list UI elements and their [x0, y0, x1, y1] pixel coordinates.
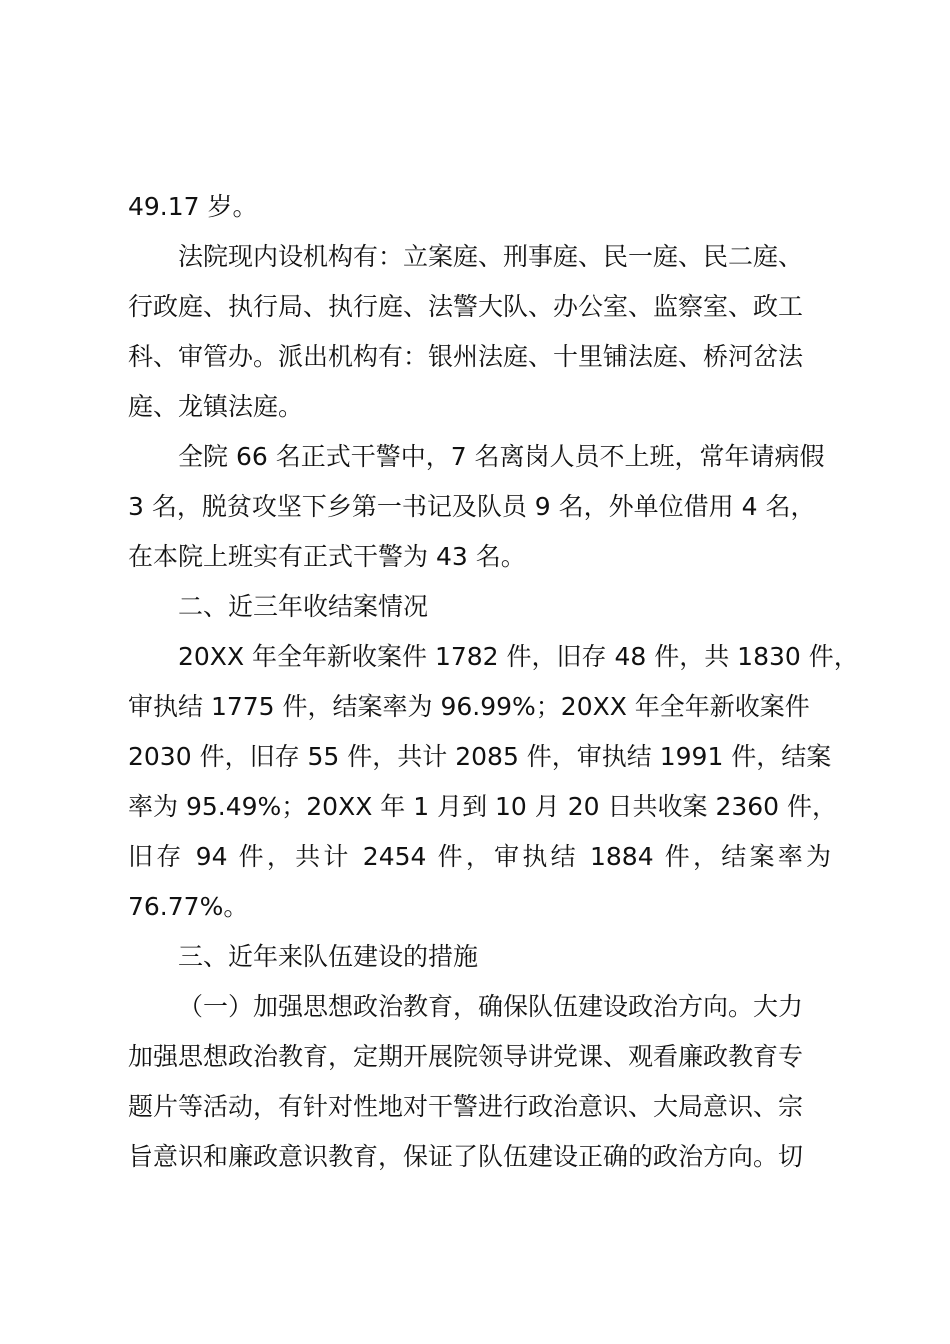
text-line: 科、审管办。派出机构有：银州法庭、十里铺法庭、桥河岔法: [128, 342, 804, 371]
text-line: 2030 件，旧存 55 件，共计 2085 件，审执结 1991 件，结案: [128, 742, 832, 771]
text-line: 旨意识和廉政意识教育，保证了队伍建设正确的政治方向。切: [128, 1142, 804, 1171]
text-line: 3 名，脱贫攻坚下乡第一书记及队员 9 名，外单位借用 4 名，: [128, 492, 816, 521]
text-line: 题片等活动，有针对性地对干警进行政治意识、大局意识、宗: [128, 1092, 804, 1121]
section-heading: 三、近年来队伍建设的措施: [178, 942, 479, 971]
text-line: 审执结 1775 件，结案率为 96.99%；20XX 年全年新收案件: [128, 692, 810, 721]
text-line: 旧存 94 件，共计 2454 件，审执结 1884 件，结案率为: [128, 842, 831, 871]
text-line: 率为 95.49%；20XX 年 1 月到 10 月 20 日共收案 2360 件，: [128, 792, 838, 821]
section-heading: 二、近三年收结案情况: [178, 592, 429, 621]
text-line: 20XX 年全年新收案件 1782 件，旧存 48 件，共 1830 件，: [178, 642, 859, 671]
text-line: 49.17 岁。: [128, 192, 258, 221]
text-line: 行政庭、执行局、执行庭、法警大队、办公室、监察室、政工: [128, 292, 804, 321]
text-line: （一）加强思想政治教育，确保队伍建设政治方向。大力: [178, 992, 804, 1021]
text-line: 加强思想政治教育，定期开展院领导讲党课、观看廉政教育专: [128, 1042, 804, 1071]
text-line: 在本院上班实有正式干警为 43 名。: [128, 542, 526, 571]
text-line: 全院 66 名正式干警中，7 名离岗人员不上班，常年请病假: [178, 442, 825, 471]
text-line: 76.77%。: [128, 892, 249, 921]
text-line: 法院现内设机构有：立案庭、刑事庭、民一庭、民二庭、: [178, 242, 804, 271]
text-line: 庭、龙镇法庭。: [128, 392, 304, 421]
